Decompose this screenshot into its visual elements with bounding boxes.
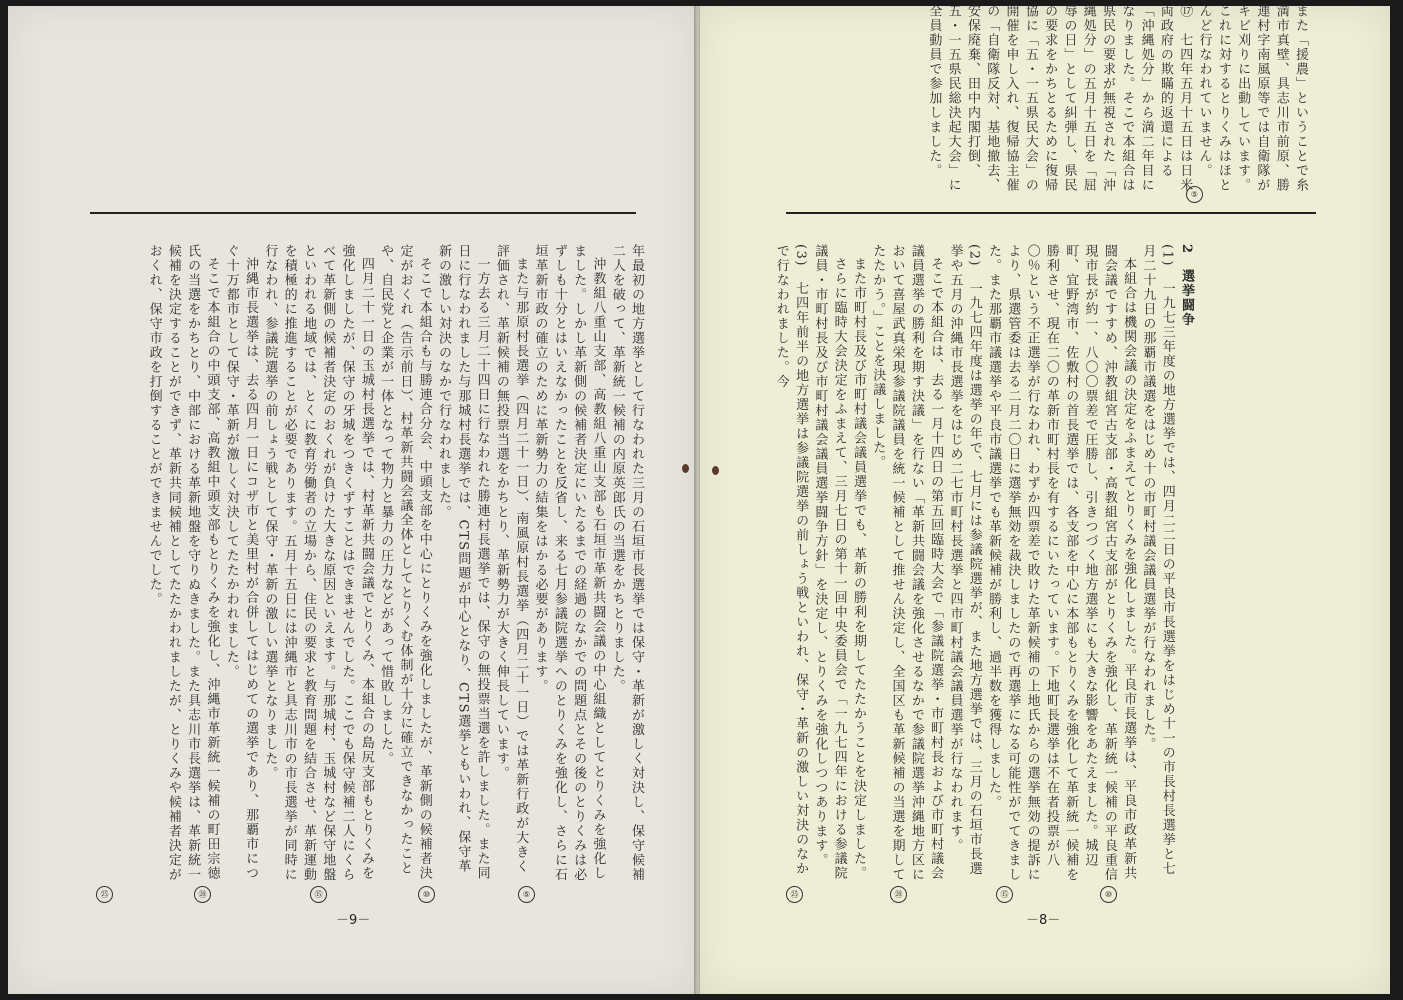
page-number: －9－ (336, 913, 371, 928)
left-page (8, 6, 696, 994)
right-page (700, 6, 1390, 994)
line-number-mark: ⑤ (1186, 186, 1203, 203)
paragraph: 一方去る三月二十四日に行なわれた勝連村長選挙では、保守の無投票当選を許しました。また同日に行なわれました与那城村長選挙では、CTS問題が中心となり、CTS選挙ともいわれ、保守革新の激しい対決のなかで行なわれました。 (436, 244, 490, 881)
paragraph: (3) 七四年前半の地方選挙は参議院選挙の前しょう戦といわれ、保守・革新の激しい対決のなかで行なわれました。今 (773, 244, 809, 876)
paragraph: また「援農」ということで糸満市真壁、具志川市前原、勝連村字南風原等では自衛隊がキビ刈りに出動しています。これに対するとりくみはほとんど行なわれていません。 (1196, 4, 1308, 193)
line-number-mark: ⑩ (1100, 886, 1117, 903)
line-number-mark: ⑳ (890, 886, 907, 903)
line-number-mark: ⑳ (194, 886, 211, 903)
paragraph: 四月二十一日の玉城村長選挙では、村革新共闘会議でとりくみ、本組合の島尻支部もとりくみを強化しましたが、保守の牙城をつきくずすことはできませんでした。ここでも保守候補二人にくらべて革新側の候補者決定のおくれが負けた大きな原因といえます。与那城村、玉城村など保守地盤といわれる地域では、とくに教育労働者の立場から、住民の要求と教育問題を結合させ、革新運動を積極的に推進することが必要であります。五月十五日には沖縄市と具志川市の市長選挙が同時に行なわれ、参議院選挙の前しょう戦として保守・革新の激しい選挙となりました。 (262, 244, 374, 882)
paragraph: 沖縄市長選挙は、去る四月一日にコザ市と美里村が合併してはじめての選挙であり、那覇市につぐ十万都市として保守・革新が激しく対決してたたかわれました。 (223, 244, 259, 881)
line-number-mark: ⑮ (996, 886, 1013, 903)
binding-hole (682, 464, 689, 473)
line-number-mark: ㉕ (96, 886, 113, 903)
left-body-text (94, 244, 646, 884)
paragraph: (1) 一九七三年度の地方選挙では、四月二二日の平良市長選挙をはじめ十一の市長村長選挙と七月二十九日の那覇市議選をはじめ十の市町村議会議員選挙が行なわれました。 (1140, 244, 1175, 876)
paragraph: そこで本組合の中頭支部、高教組中頭支部もとりくみを強化し、沖縄市革新統一候補の町田宗徳氏の当選をかちとり、中部における革新地盤を守りぬきました。また具志川市長選挙は、革新統一候補を決定することができず、革新共同候補としてたたかわれましたが、とりくみや候補者決定がおくれ、保守市政を打倒することができませんでした。 (146, 244, 220, 882)
line-number-mark: ⑩ (418, 886, 435, 903)
binding-hole (712, 466, 719, 475)
header-rule (90, 212, 636, 214)
section-heading: 2 選挙闘争 (1179, 244, 1194, 328)
paragraph: (2) 一九七四年度は選挙の年で、七月には参議院選挙が、また地方選挙では、三月の石垣市長選挙や五月の沖縄市長選挙をはじめ二七市町村長選挙と四市町村議会議員選挙が行なわれます。 (947, 244, 982, 876)
line-number-mark: ㉕ (786, 886, 803, 903)
paragraph: さらに臨時大会決定をふまえて、三月七日の第十一回中央委員会で「一九七四年における参議院議員・市町村長及び市町村議会議員選挙闘争方針」を決定し、とりくみを強化しつつあります。 (812, 244, 847, 881)
line-number-mark: ⑤ (518, 886, 535, 903)
paragraph: 沖教組八重山支部、高教組八重山支部も石垣市革新共闘会議の中心組織としてとりくみを強化しました。しかし革新側の候補者決定にいたるまでの経過のなかでの問題点とその後のとりくみは必ずしも十分とはいえなかったことを反省し、来る七月参議院選挙へのとりくみを強化し、さらに石垣革新市政の確立のために革新勢力の結集をはかる必要があります。 (532, 244, 606, 882)
header-rule (786, 212, 1316, 214)
page-number: －8－ (1026, 913, 1061, 928)
right-top-text (926, 4, 1310, 204)
paragraph: そこで本組合は、去る一月十四日の第五回臨時大会で「参議院選挙・市町村長および市町村議会議員選挙の勝利を期す決議」を行ない「革新共闘会議を強化させるなかで参議院選挙沖縄地方区において喜屋武真栄現参議院議員を統一候補として推せん決定し、全国区も革新候補の当選を期してたたかう。」ことを決議しました。 (870, 244, 944, 882)
paragraph: また市町村長及び市町村議会議員選挙でも、革新の勝利を期してたたかうことを決定しました。 (850, 257, 866, 881)
line-number-mark: ⑮ (310, 886, 327, 903)
paragraph: 年最初の地方選挙として行なわれた三月の石垣市長選挙では保守・革新が激しく対決し、保守候補二人を破って、革新統一候補の内原英郎氏の当選をかちとりました。 (609, 244, 644, 882)
paragraph: ⑰ 七四年五月十五日は日米両政府の欺瞞的返還による「沖縄処分」から満二年目になりました。そこで本組合は県民の要求が無視された「沖縄処分」の五月十五日を「屈辱の日」として糾弾し、県民の要求をかちとるために復帰協に「五・一五県民大会」の開催を申し入れ、復帰協主催の「自衛隊反対、基地撤去、安保廃棄、田中内閣打倒、五・一五県民総決起大会」に全員動員で参加しました。 (926, 4, 1193, 193)
right-body-text (773, 244, 1196, 884)
paragraph: また与那原村長選挙（四月二十一日）、南風原村長選挙（四月二十一日）では革新行政が大きく評価され、革新候補の無投票当選をかちとり、革新勢力が大きく伸長しています。 (493, 244, 529, 874)
paragraph: そこで本組合も与勝連合分会、中頭支部を中心にとりくみを強化しましたが、革新側の候補者決定がおくれ（告示前日）、村革新共闘会議全体としてとりくむ体制が十分に確立できなかったことや、自民党と企業が一体となって物力と暴力の圧力などがあって惜敗しました。 (378, 244, 432, 881)
paragraph: 本組合は機関会議の決定をふまえてとりくみを強化しました。平良市長選挙は、平良市政革新共闘会議ですすめ、沖教組宮古支部・高教組宮古支部がとりくみを強化し、革新統一候補の平良重信現市長が約一、八〇〇票差で圧勝し、引きつづく地方選挙にも大きな影響をあたえました。城辺町、宜野湾市、佐敷村の首長選挙では、各支部を中心に本部もとりくみを強化して革新統一候補を勝利させ、現在二〇の革新市町村長を有するにいたっています。下地町長選挙は不在者投票が八〇％という不正選挙が行なわれ、わずか四票差で敗けた革新候補の上地氏からの選挙無効の提訴により、県選管委は去る二月二〇日に選挙無効を裁決しましたので再選挙になる可能性がでてきました。また那覇市議選挙や平良市議選挙でも革新候補が勝利し、過半数を獲得しました。 (986, 244, 1137, 882)
